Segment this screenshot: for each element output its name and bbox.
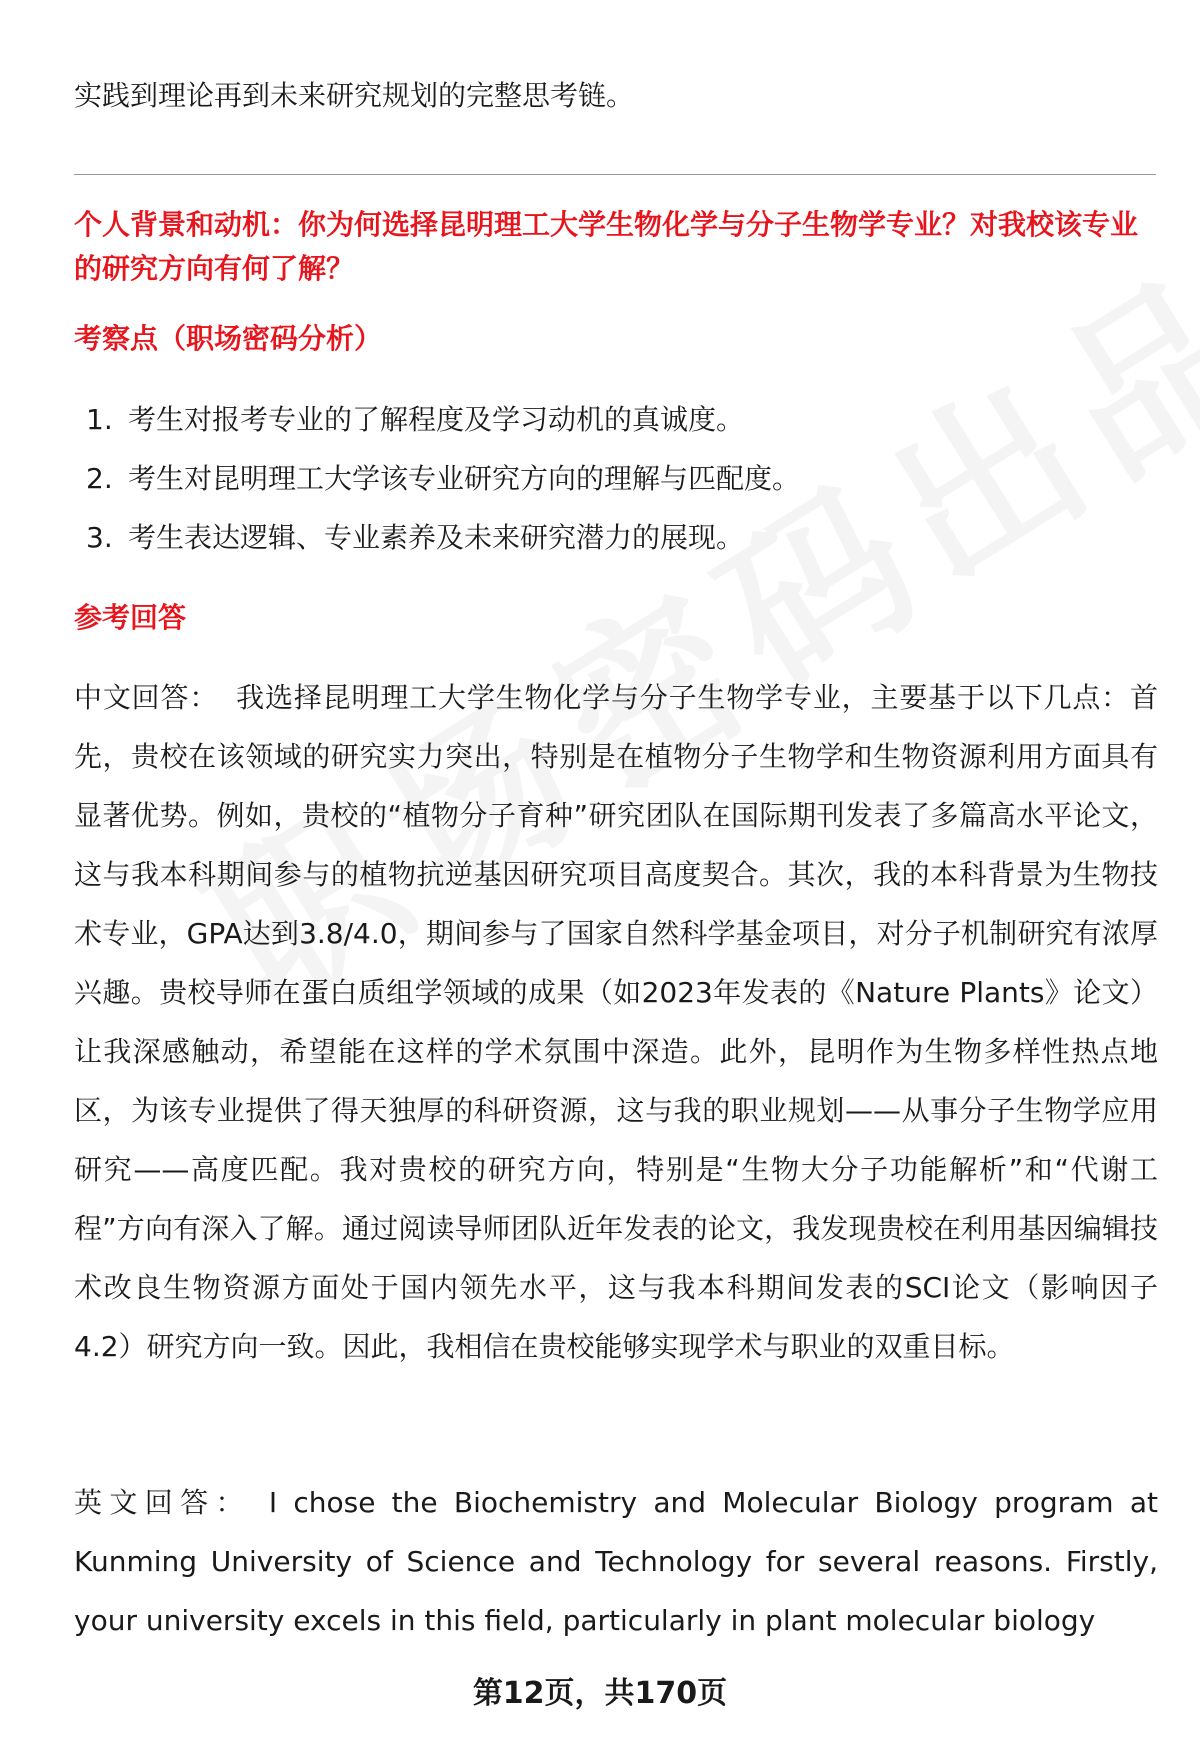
chinese-answer: [74, 668, 1158, 1376]
assessment-title: 考察点（职场密码分析）: [74, 322, 383, 355]
section-divider: [74, 174, 1156, 175]
assessment-list: [74, 390, 1156, 567]
list-item-text: 考生对昆明理工大学该专业研究方向的理解与匹配度。: [128, 462, 801, 495]
chinese-answer-label: 中文回答：: [74, 681, 219, 714]
page-number: 第12页，共170页: [472, 1676, 728, 1711]
list-item: [74, 508, 1156, 567]
english-answer: [74, 1473, 1158, 1650]
list-item-number: 3.: [86, 521, 113, 554]
english-answer-text: I chose the Biochemistry and Molecular Biology program at Kunming University of Science and Technology for several reasons. Firstly, your university excels in this field, particularly in plant molecular biology: [74, 1486, 1158, 1637]
document-page: [74, 0, 1156, 1755]
list-item-number: 1.: [86, 403, 113, 436]
chinese-answer-text: 我选择昆明理工大学生物化学与分子生物学专业，主要基于以下几点：首先，贵校在该领域的研究实力突出，特别是在植物分子生物学和生物资源利用方面具有显著优势。例如，贵校的“植物分子育种”研究团队在国际期刊发表了多篇高水平论文，这与我本科期间参与的植物抗逆基因研究项目高度契合。其次，我的本科背景为生物技术专业，GPA达到3.8/4.0，期间参与了国家自然科学基金项目，对分子机制研究有浓厚兴趣。贵校导师在蛋白质组学领域的成果（如2023年发表的《Nature Plants》论文）让我深感触动，希望能在这样的学术氛围中深造。此外，昆明作为生物多样性热点地区，为该专业提供了得天独厚的科研资源，这与我的职业规划——从事分子生物学应用研究——高度匹配。我对贵校的研究方向，特别是“生物大分子功能解析”和“代谢工程”方向有深入了解。通过阅读导师团队近年发表的论文，我发现贵校在利用基因编辑技术改良生物资源方面处于国内领先水平，这与我本科期间发表的SCI论文（影响因子4.2）研究方向一致。因此，我相信在贵校能够实现学术与职业的双重目标。: [74, 681, 1158, 1363]
intro-line: 实践到理论再到未来研究规划的完整思考链。: [74, 79, 635, 112]
english-answer-label: 英文回答：: [74, 1486, 251, 1519]
interview-question: 个人背景和动机：你为何选择昆明理工大学生物化学与分子生物学专业？对我校该专业的研究方向有何了解？: [74, 208, 1139, 285]
list-item: [74, 449, 1156, 508]
reference-answer-title: 参考回答: [74, 601, 187, 634]
list-item-text: 考生对报考专业的了解程度及学习动机的真诚度。: [128, 403, 745, 436]
list-item-number: 2.: [86, 462, 113, 495]
list-item-text: 考生表达逻辑、专业素养及未来研究潜力的展现。: [128, 521, 745, 554]
list-item: [74, 390, 1156, 449]
